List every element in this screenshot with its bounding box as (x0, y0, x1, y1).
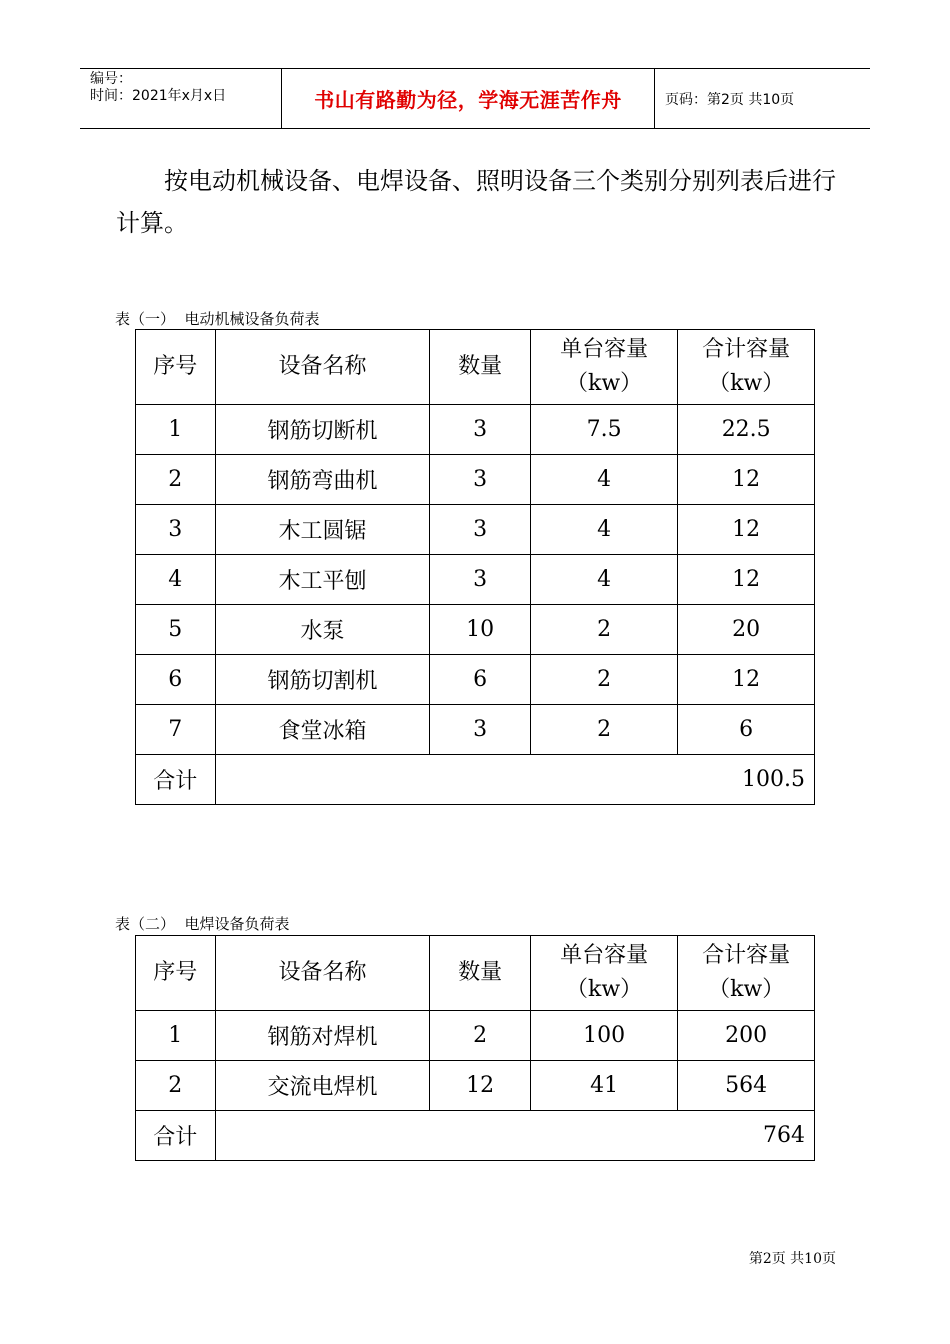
page-header (80, 68, 870, 129)
header-total-capacity: 合计容量 （kw） (678, 330, 815, 405)
row-number: 2 (136, 455, 216, 505)
table-total-row (136, 755, 815, 805)
header-name: 设备名称 (215, 330, 430, 405)
total-capacity: 6 (678, 705, 815, 755)
table-row (136, 505, 815, 555)
document-time: 时间：2021年x月x日 (90, 88, 227, 104)
header-no: 序号 (136, 330, 216, 405)
welding-equipment-load-table (135, 935, 815, 1161)
unit-capacity: 7.5 (530, 405, 678, 455)
equipment-name: 木工圆锯 (215, 505, 430, 555)
header-no: 序号 (136, 936, 216, 1011)
total-capacity: 22.5 (678, 405, 815, 455)
unit-capacity: 4 (530, 455, 678, 505)
row-number: 3 (136, 505, 216, 555)
equipment-name: 钢筋弯曲机 (215, 455, 430, 505)
quantity: 2 (430, 1011, 531, 1061)
table-row (136, 655, 815, 705)
header-qty: 数量 (430, 330, 531, 405)
motor-equipment-load-table (135, 329, 815, 805)
quantity: 3 (430, 405, 531, 455)
total-capacity: 564 (678, 1061, 815, 1111)
quantity: 6 (430, 655, 531, 705)
quantity: 3 (430, 455, 531, 505)
table1-caption: 表（一） 电动机械设备负荷表 (115, 310, 320, 328)
header-qty: 数量 (430, 936, 531, 1011)
table-row (136, 555, 815, 605)
table-row (136, 1011, 815, 1061)
total-value: 100.5 (215, 755, 814, 805)
total-capacity: 12 (678, 505, 815, 555)
table-row (136, 705, 815, 755)
row-number: 7 (136, 705, 216, 755)
row-number: 2 (136, 1061, 216, 1111)
equipment-name: 钢筋对焊机 (215, 1011, 430, 1061)
quantity: 3 (430, 555, 531, 605)
header-motto: 书山有路勤为径，学海无涯苦作舟 (314, 88, 622, 112)
header-meta (80, 69, 281, 128)
table2-caption: 表（二） 电焊设备负荷表 (115, 915, 290, 933)
quantity: 10 (430, 605, 531, 655)
table-header-row (136, 330, 815, 405)
unit-capacity: 100 (530, 1011, 678, 1061)
unit-capacity: 2 (530, 705, 678, 755)
total-capacity: 12 (678, 555, 815, 605)
row-number: 6 (136, 655, 216, 705)
equipment-name: 钢筋切割机 (215, 655, 430, 705)
document-number-label: 编号： (90, 71, 132, 87)
row-number: 1 (136, 1011, 216, 1061)
page-footer: 第2页 共10页 (748, 1251, 836, 1267)
total-capacity: 200 (678, 1011, 815, 1061)
equipment-name: 交流电焊机 (215, 1061, 430, 1111)
header-page-number: 页码：第2页 共10页 (665, 91, 795, 108)
equipment-name: 木工平刨 (215, 555, 430, 605)
row-number: 5 (136, 605, 216, 655)
header-total-capacity: 合计容量 （kw） (678, 936, 815, 1011)
table-row (136, 405, 815, 455)
total-capacity: 12 (678, 455, 815, 505)
quantity: 3 (430, 705, 531, 755)
equipment-name: 钢筋切断机 (215, 405, 430, 455)
equipment-name: 水泵 (215, 605, 430, 655)
quantity: 12 (430, 1061, 531, 1111)
unit-capacity: 41 (530, 1061, 678, 1111)
total-value: 764 (215, 1111, 814, 1161)
total-capacity: 12 (678, 655, 815, 705)
unit-capacity: 2 (530, 655, 678, 705)
table-row (136, 455, 815, 505)
header-name: 设备名称 (215, 936, 430, 1011)
table-total-row (136, 1111, 815, 1161)
unit-capacity: 4 (530, 555, 678, 605)
table-row (136, 605, 815, 655)
row-number: 1 (136, 405, 216, 455)
quantity: 3 (430, 505, 531, 555)
total-capacity: 20 (678, 605, 815, 655)
total-label: 合计 (136, 1111, 216, 1161)
intro-paragraph: 按电动机械设备、电焊设备、照明设备三个类别分别列表后进行计算。 (116, 167, 836, 237)
unit-capacity: 4 (530, 505, 678, 555)
header-unit-capacity: 单台容量 （kw） (530, 936, 678, 1011)
table-row (136, 1061, 815, 1111)
header-motto-cell (281, 69, 655, 128)
unit-capacity: 2 (530, 605, 678, 655)
equipment-name: 食堂冰箱 (215, 705, 430, 755)
header-unit-capacity: 单台容量 （kw） (530, 330, 678, 405)
row-number: 4 (136, 555, 216, 605)
total-label: 合计 (136, 755, 216, 805)
table-header-row (136, 936, 815, 1011)
